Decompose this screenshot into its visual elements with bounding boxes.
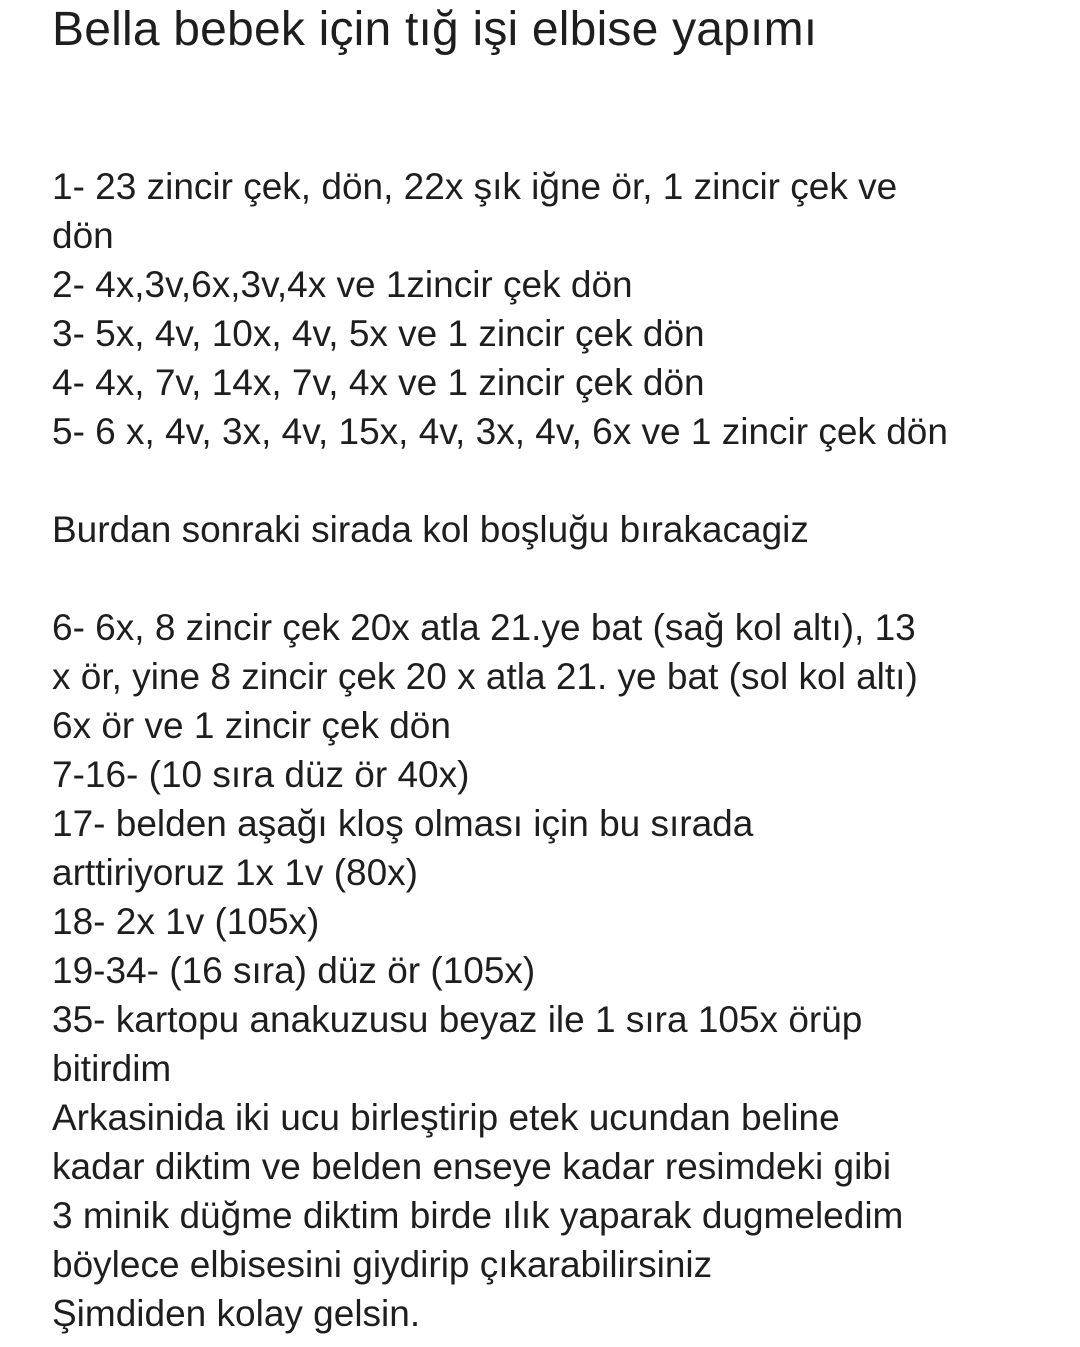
text-line: 3- 5x, 4v, 10x, 4v, 5x ve 1 zincir çek dön bbox=[52, 313, 705, 354]
text-line: Arkasinida iki ucu birleştirip etek ucundan beline bbox=[52, 1097, 840, 1138]
text-line: böylece elbisesini giydirip çıkarabilirsiniz bbox=[52, 1244, 713, 1285]
text-line: 2- 4x,3v,6x,3v,4x ve 1zincir çek dön bbox=[52, 264, 633, 305]
text-line: dön bbox=[52, 215, 114, 256]
text-line: 6- 6x, 8 zincir çek 20x atla 21.ye bat (sağ kol altı), 13 bbox=[52, 607, 916, 648]
text-line: kadar diktim ve belden enseye kadar resimdeki gibi bbox=[52, 1146, 892, 1187]
text-line: 7-16- (10 sıra düz ör 40x) bbox=[52, 754, 470, 795]
text-line: 3 minik düğme diktim birde ılık yaparak dugmeledim bbox=[52, 1195, 904, 1236]
text-line: 4- 4x, 7v, 14x, 7v, 4x ve 1 zincir çek dön bbox=[52, 362, 705, 403]
text-line: 6x ör ve 1 zincir çek dön bbox=[52, 705, 451, 746]
blank-line bbox=[52, 456, 1052, 505]
text-line: Burdan sonraki sirada kol boşluğu bırakacagiz bbox=[52, 509, 809, 550]
text-line: x ör, yine 8 zincir çek 20 x atla 21. ye bat (sol kol altı) bbox=[52, 656, 918, 697]
page-title: Bella bebek için tığ işi elbise yapımı bbox=[52, 3, 818, 56]
text-line: bitirdim bbox=[52, 1048, 172, 1089]
text-line: 18- 2x 1v (105x) bbox=[52, 901, 320, 942]
text-line: Şimdiden kolay gelsin. bbox=[52, 1293, 421, 1334]
text-line: 5- 6 x, 4v, 3x, 4v, 15x, 4v, 3x, 4v, 6x ve 1 zincir çek dön bbox=[52, 411, 948, 452]
text-line: arttiriyoruz 1x 1v (80x) bbox=[52, 852, 418, 893]
text-line: 19-34- (16 sıra) düz ör (105x) bbox=[52, 950, 536, 991]
text-line: 1- 23 zincir çek, dön, 22x şık iğne ör, 1 zincir çek ve bbox=[52, 166, 898, 207]
blank-line bbox=[52, 554, 1052, 603]
text-line: 35- kartopu anakuzusu beyaz ile 1 sıra 105x örüp bbox=[52, 999, 863, 1040]
instructions-body bbox=[52, 162, 1052, 1338]
text-line: 17- belden aşağı kloş olması için bu sırada bbox=[52, 803, 754, 844]
